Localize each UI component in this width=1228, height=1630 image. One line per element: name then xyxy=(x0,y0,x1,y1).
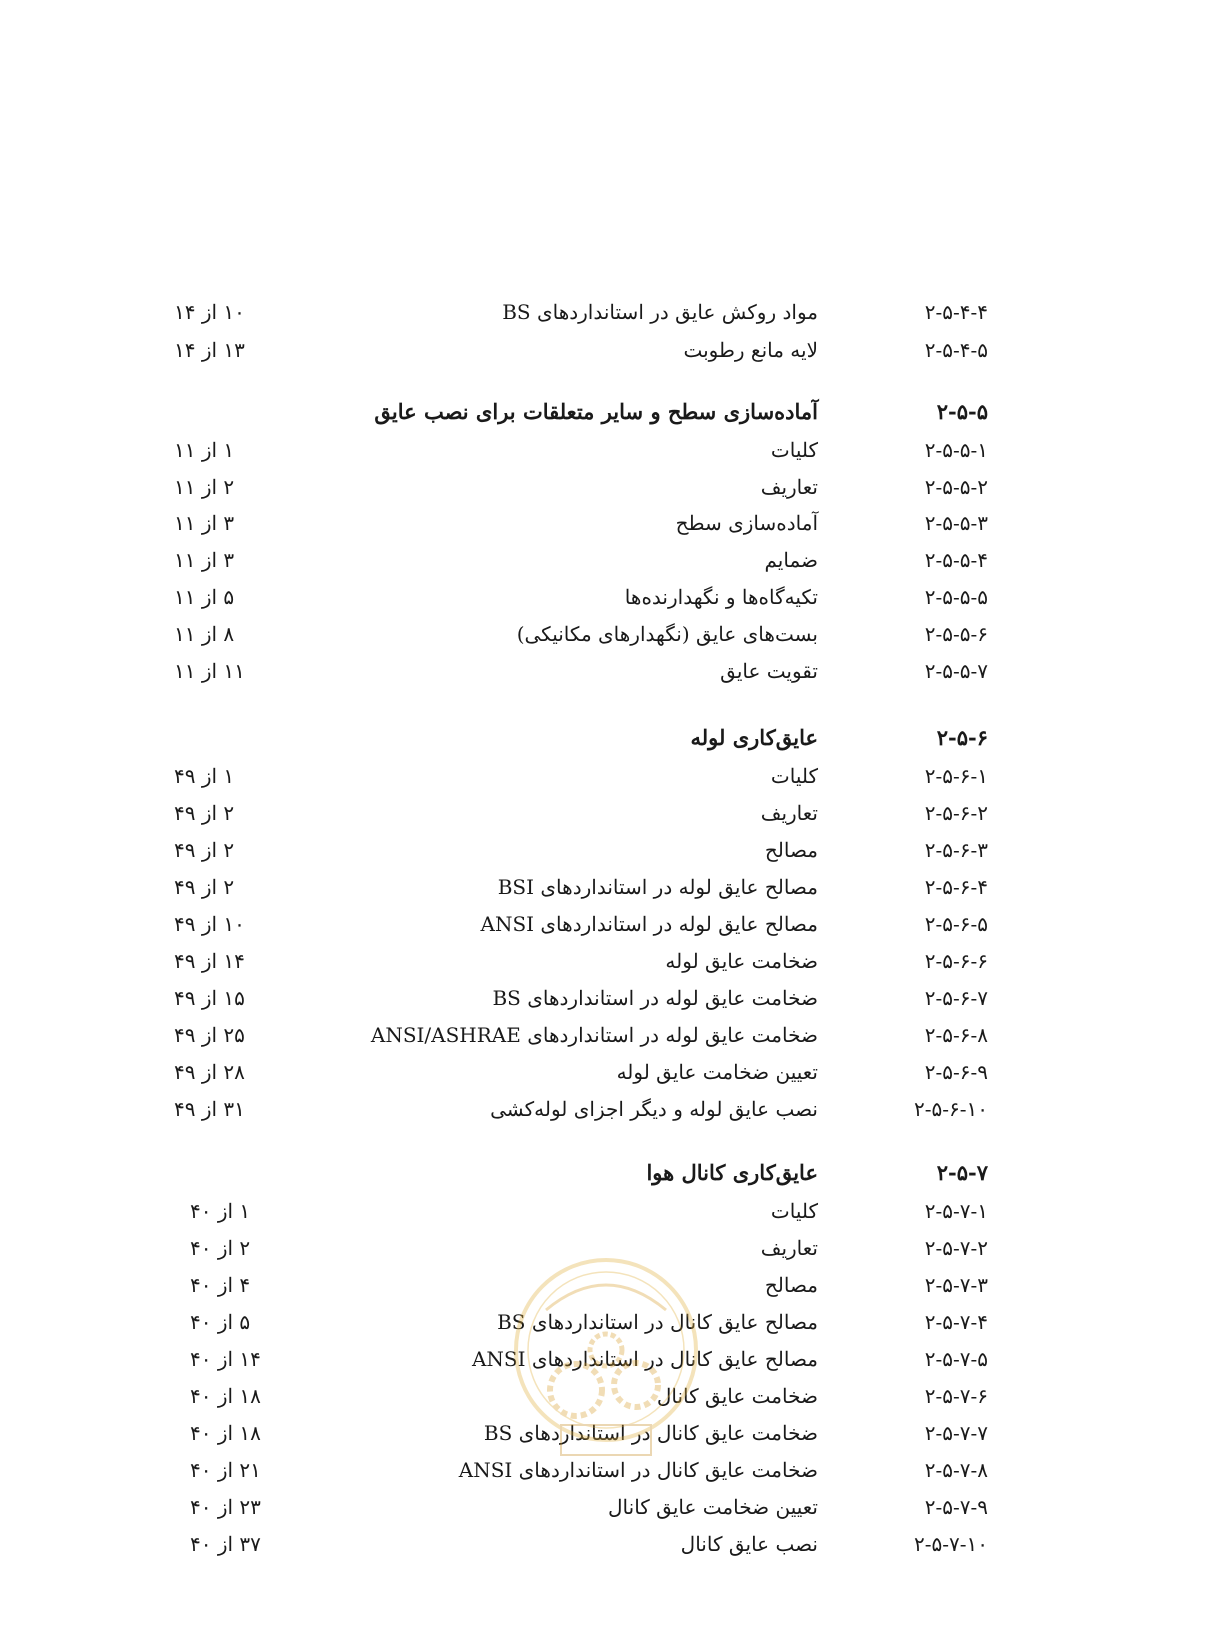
toc-entry xyxy=(0,1490,1228,1524)
toc-entry-number: ۲-۵-۶ xyxy=(936,725,988,750)
toc-entry-number: ۲-۵-۶-۵ xyxy=(924,912,988,936)
toc-entry-page: ۱۰ از ۱۴ xyxy=(174,300,245,324)
toc-entry-number: ۲-۵-۷ xyxy=(936,1160,988,1185)
toc-entry-page: ۳۷ از ۴۰ xyxy=(190,1532,261,1556)
toc-entry-page: ۴ از ۴۰ xyxy=(190,1273,251,1297)
toc-entry-number: ۲-۵-۵-۱ xyxy=(924,438,988,462)
toc-entry-number: ۲-۵-۷-۱۰ xyxy=(914,1532,988,1556)
toc-entry-number: ۲-۵-۵ xyxy=(936,399,988,424)
toc-entry xyxy=(0,295,1228,329)
toc-entry-page: ۳ از ۱۱ xyxy=(174,548,235,572)
toc-entry xyxy=(0,333,1228,367)
toc-entry xyxy=(0,1416,1228,1450)
toc-entry-page: ۱ از ۱۱ xyxy=(174,438,235,462)
toc-entry-number: ۲-۵-۵-۳ xyxy=(924,511,988,535)
toc-entry-number: ۲-۵-۷-۹ xyxy=(924,1495,988,1519)
toc-entry-number: ۲-۵-۷-۱ xyxy=(924,1199,988,1223)
toc-entry-number: ۲-۵-۵-۵ xyxy=(924,585,988,609)
toc-entry-title: عایق‌کاری لوله xyxy=(690,725,818,750)
toc-entry-page: ۲۱ از ۴۰ xyxy=(190,1458,261,1482)
toc-entry xyxy=(0,1305,1228,1339)
toc-entry-number: ۲-۵-۵-۴ xyxy=(924,548,988,572)
toc-entry-page: ۲ از ۱۱ xyxy=(174,475,235,499)
toc-entry-number: ۲-۵-۶-۱۰ xyxy=(914,1097,988,1121)
toc-entry-title: ضخامت عایق لوله در استانداردهای ANSI/ASHRAE xyxy=(370,1023,818,1047)
toc-entry-page: ۳۱ از ۴۹ xyxy=(174,1097,245,1121)
toc-entry xyxy=(0,1268,1228,1302)
toc-entry-page: ۲ از ۴۰ xyxy=(190,1236,251,1260)
toc-entry-number: ۲-۵-۶-۱ xyxy=(924,764,988,788)
toc-entry-number: ۲-۵-۷-۷ xyxy=(924,1421,988,1445)
toc-entry-number: ۲-۵-۵-۲ xyxy=(924,475,988,499)
toc-entry-number: ۲-۵-۶-۲ xyxy=(924,801,988,825)
toc-entry-title: نصب عایق کانال xyxy=(680,1532,818,1556)
toc-entry-number: ۲-۵-۵-۷ xyxy=(924,659,988,683)
toc-entry-title: بست‌های عایق (نگهدارهای مکانیکی) xyxy=(516,622,818,646)
toc-entry xyxy=(0,796,1228,830)
toc-entry xyxy=(0,1055,1228,1089)
toc-entry-number: ۲-۵-۶-۴ xyxy=(924,875,988,899)
toc-entry-title: عایق‌کاری کانال هوا xyxy=(646,1160,818,1185)
toc-entry-title: مصالح xyxy=(764,1273,818,1297)
toc-entry-number: ۲-۵-۴-۵ xyxy=(924,338,988,362)
toc-entry-page: ۱۴ از ۴۰ xyxy=(190,1347,261,1371)
toc-entry-page: ۱۰ از ۴۹ xyxy=(174,912,245,936)
toc-entry-page: ۲ از ۴۹ xyxy=(174,875,235,899)
toc-entry-page: ۲ از ۴۹ xyxy=(174,838,235,862)
toc-entry-title: کلیات xyxy=(770,438,818,462)
toc-entry-number: ۲-۵-۷-۳ xyxy=(924,1273,988,1297)
toc-entry xyxy=(0,944,1228,978)
toc-entry-page: ۳ از ۱۱ xyxy=(174,511,235,535)
toc-entry-number: ۲-۵-۴-۴ xyxy=(924,300,988,324)
toc-entry-title: نصب عایق لوله و دیگر اجزای لوله‌کشی xyxy=(490,1097,818,1121)
toc-entry xyxy=(0,1453,1228,1487)
toc-entry-title: تعاریف xyxy=(760,1236,818,1260)
toc-entry-title: آماده‌سازی سطح xyxy=(675,511,818,535)
toc-entry-title: کلیات xyxy=(770,1199,818,1223)
toc-entry xyxy=(0,1194,1228,1228)
toc-entry-title: مصالح عایق لوله در استانداردهای BSI xyxy=(497,875,818,899)
toc-entry-page: ۱۱ از ۱۱ xyxy=(174,659,245,683)
toc-entry-title: مصالح عایق لوله در استانداردهای ANSI xyxy=(480,912,818,936)
toc-entry-number: ۲-۵-۷-۸ xyxy=(924,1458,988,1482)
toc-entry xyxy=(0,580,1228,614)
toc-section-heading xyxy=(0,1156,1228,1190)
toc-entry-page: ۱۸ از ۴۰ xyxy=(190,1421,261,1445)
toc-entry-page: ۲ از ۴۹ xyxy=(174,801,235,825)
toc-entry-page: ۵ از ۴۰ xyxy=(190,1310,251,1334)
toc-section-heading xyxy=(0,395,1228,429)
toc-entry-title: لایه مانع رطوبت xyxy=(683,338,818,362)
toc-entry xyxy=(0,617,1228,651)
toc-entry-number: ۲-۵-۷-۲ xyxy=(924,1236,988,1260)
toc-entry-title: ضخامت عایق کانال در استانداردهای ANSI xyxy=(458,1458,818,1482)
toc-entry xyxy=(0,1092,1228,1126)
toc-entry-page: ۱۵ از ۴۹ xyxy=(174,986,245,1010)
toc-entry-page: ۵ از ۱۱ xyxy=(174,585,235,609)
toc-entry-number: ۲-۵-۶-۳ xyxy=(924,838,988,862)
toc-entry-page: ۱ از ۴۹ xyxy=(174,764,235,788)
toc-entry xyxy=(0,907,1228,941)
toc-entry-number: ۲-۵-۶-۹ xyxy=(924,1060,988,1084)
toc-entry xyxy=(0,1527,1228,1561)
toc-entry-page: ۱۴ از ۴۹ xyxy=(174,949,245,973)
toc-entry-number: ۲-۵-۶-۶ xyxy=(924,949,988,973)
toc-section-heading xyxy=(0,721,1228,755)
toc-entry-number: ۲-۵-۷-۴ xyxy=(924,1310,988,1334)
toc-entry-title: مصالح عایق کانال در استانداردهای BS xyxy=(497,1310,818,1334)
toc-entry-page: ۲۸ از ۴۹ xyxy=(174,1060,245,1084)
toc-entry xyxy=(0,543,1228,577)
toc-entry-title: تعیین ضخامت عایق لوله xyxy=(616,1060,818,1084)
toc-entry-title: تعاریف xyxy=(760,475,818,499)
toc-entry xyxy=(0,981,1228,1015)
toc-entry-page: ۱۸ از ۴۰ xyxy=(190,1384,261,1408)
toc-entry-number: ۲-۵-۶-۸ xyxy=(924,1023,988,1047)
toc-entry-title: ضخامت عایق کانال در استانداردهای BS xyxy=(483,1421,818,1445)
toc-entry xyxy=(0,1379,1228,1413)
toc-entry-page: ۸ از ۱۱ xyxy=(174,622,235,646)
toc-entry-number: ۲-۵-۷-۶ xyxy=(924,1384,988,1408)
toc-entry-title: ضخامت عایق لوله xyxy=(665,949,818,973)
toc-entry-title: تقویت عایق xyxy=(720,659,818,683)
toc-entry-page: ۱ از ۴۰ xyxy=(190,1199,251,1223)
toc-entry-number: ۲-۵-۵-۶ xyxy=(924,622,988,646)
toc-entry-title: ضخامت عایق کانال xyxy=(656,1384,818,1408)
toc-entry xyxy=(0,433,1228,467)
toc-entry-page: ۱۳ از ۱۴ xyxy=(174,338,245,362)
toc-entry-title: تعاریف xyxy=(760,801,818,825)
toc-entry-number: ۲-۵-۶-۷ xyxy=(924,986,988,1010)
toc-entry xyxy=(0,654,1228,688)
toc-entry-title: تکیه‌گاه‌ها و نگهدارنده‌ها xyxy=(624,585,818,609)
toc-entry xyxy=(0,870,1228,904)
toc-entry xyxy=(0,1342,1228,1376)
toc-entry xyxy=(0,470,1228,504)
toc-entry-number: ۲-۵-۷-۵ xyxy=(924,1347,988,1371)
toc-entry xyxy=(0,1018,1228,1052)
toc-entry-title: ضخامت عایق لوله در استانداردهای BS xyxy=(492,986,818,1010)
toc-entry-title: تعیین ضخامت عایق کانال xyxy=(608,1495,818,1519)
toc-entry-page: ۲۳ از ۴۰ xyxy=(190,1495,261,1519)
toc-entry-title: مواد روکش عایق در استانداردهای BS xyxy=(502,300,818,324)
toc-entry-title: کلیات xyxy=(770,764,818,788)
toc-entry-title: مصالح عایق کانال در استانداردهای ANSI xyxy=(471,1347,818,1371)
toc-entry-title: آماده‌سازی سطح و سایر متعلقات برای نصب عایق xyxy=(374,399,818,424)
toc-entry xyxy=(0,1231,1228,1265)
toc-entry-title: مصالح xyxy=(764,838,818,862)
toc-entry xyxy=(0,759,1228,793)
toc-entry-title: ضمایم xyxy=(764,548,818,572)
toc-entry xyxy=(0,833,1228,867)
toc-entry-page: ۲۵ از ۴۹ xyxy=(174,1023,245,1047)
toc-entry xyxy=(0,506,1228,540)
